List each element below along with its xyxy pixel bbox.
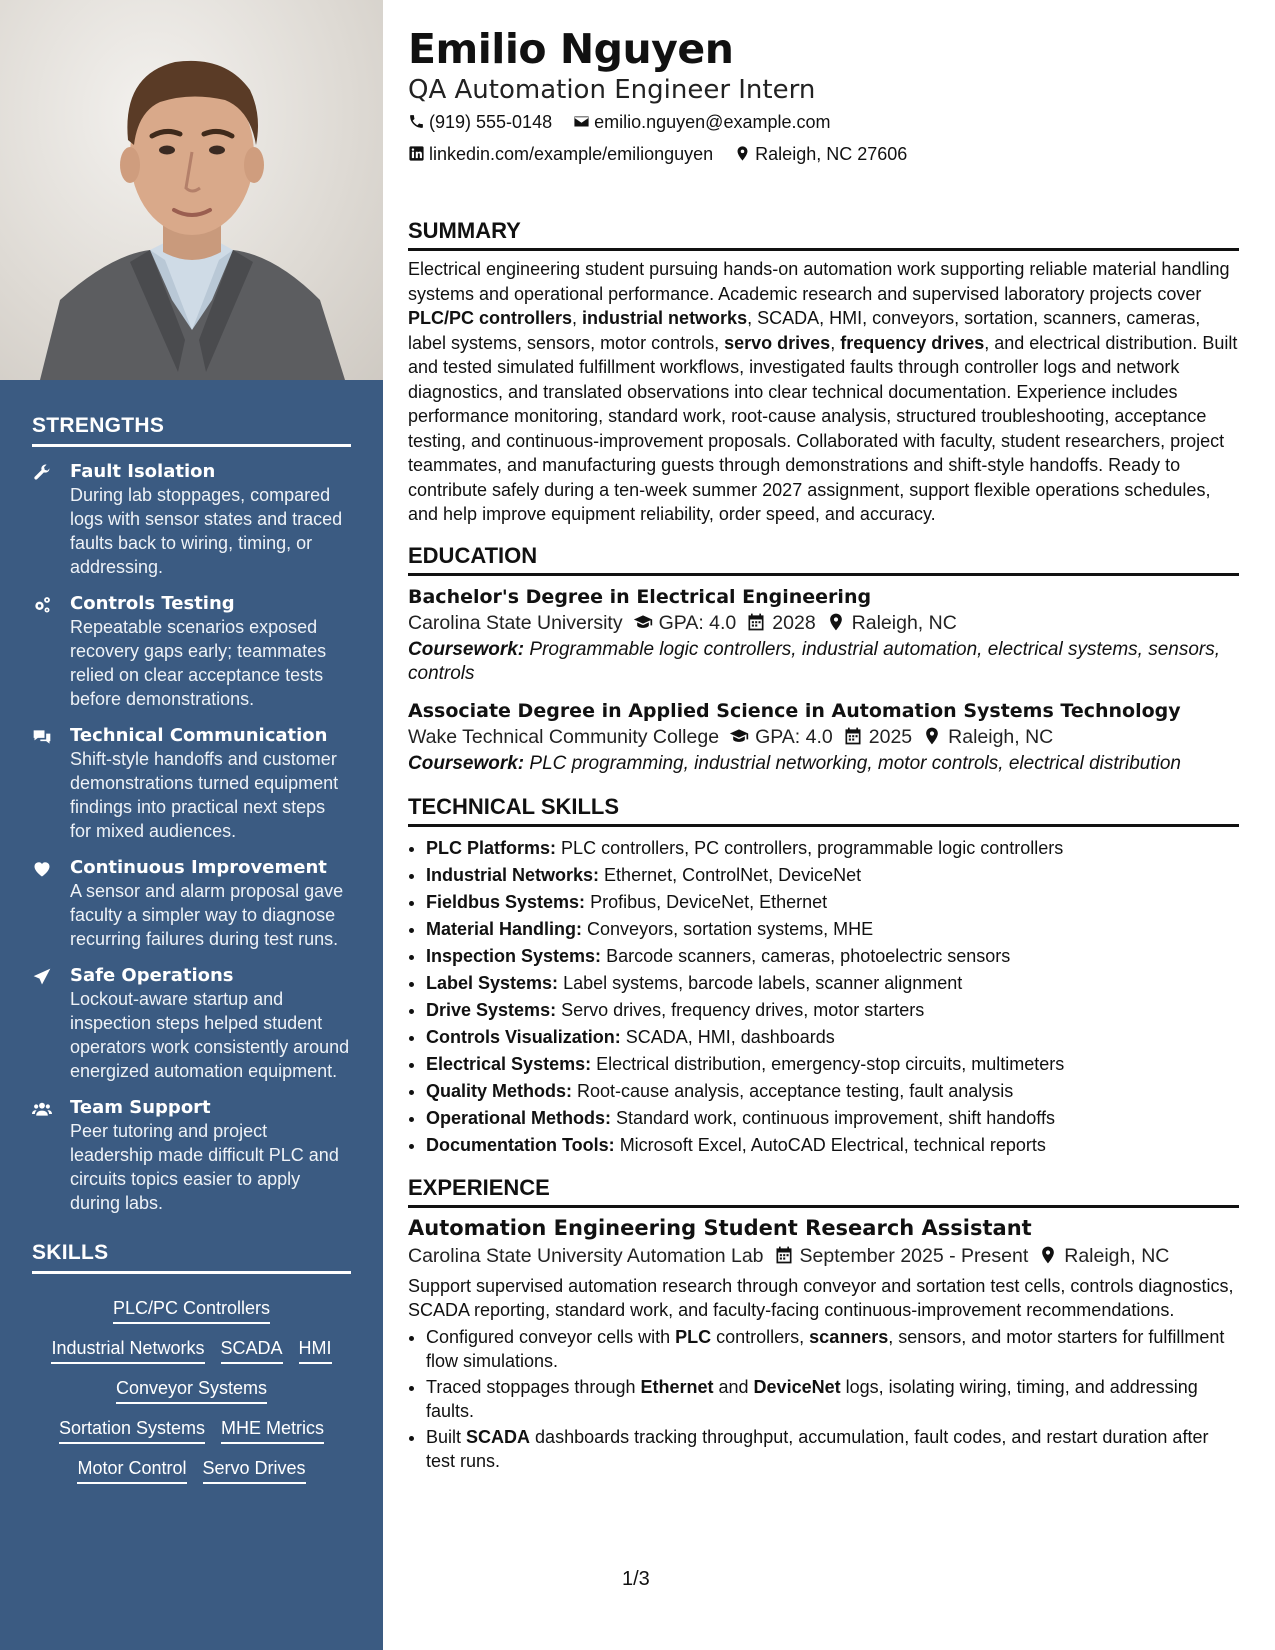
skill-tag-row [32,1450,351,1484]
location-text: Raleigh, NC 27606 [755,144,908,164]
skill-values: Conveyors, sortation systems, MHE [587,918,874,939]
skill-values: Root-cause analysis, acceptance testing, fault analysis [577,1080,1014,1101]
strength-item [32,1097,351,1215]
technical-skills-list [408,835,1239,1159]
candidate-role: QA Automation Engineer Intern [408,75,816,105]
phone-text: (919) 555-0148 [429,112,553,132]
email-text: emilio.nguyen@example.com [594,112,831,132]
summary-keyword: PLC/PC controllers [408,308,573,328]
summary-heading: SUMMARY [408,218,1239,251]
phone-contact [408,106,552,138]
heart-icon [32,857,70,951]
job-bullet [426,1425,1239,1474]
strength-title: Team Support [70,1097,211,1118]
technical-skill-item [426,1024,1239,1051]
job-meta [408,1240,1239,1272]
technical-skill-item [426,889,1239,916]
bullet-fragment: Configured conveyor cells with [426,1326,676,1347]
strengths-list [32,461,351,1215]
coursework [408,638,1239,686]
summary-keyword: servo drives [724,332,831,353]
skill-values: Barcode scanners, cameras, photoelectric sensors [606,945,1011,966]
page-number: 1/3 [622,1568,650,1590]
job-description: Support supervised automation research through conveyor and sortation test cells, controls diagnostics, SCADA reporting, standard work, and faculty-facing continuous-improvement recommendations. [408,1275,1234,1320]
coursework [408,752,1239,776]
grad-year: 2028 [772,611,816,634]
strength-item [32,593,351,711]
paper-plane-icon [32,965,70,1083]
summary-fragment: , [572,308,583,328]
education-entry [408,700,1239,776]
education-entry [408,586,1239,686]
skill-category: Quality Methods: [426,1080,573,1101]
strength-title: Technical Communication [70,725,328,746]
graduation-cap-icon [633,612,653,632]
bullet-fragment: controllers, [711,1326,810,1347]
strength-item [32,461,351,579]
strength-description: A sensor and alarm proposal gave faculty a simpler way to diagnose recurring failures during test runs. [70,881,344,949]
summary-fragment: Electrical engineering student pursuing hands-on automation work supporting reliable material handling systems and operational performance. Academic research and supervised laboratory projects cover [408,259,1230,304]
skill-tag-row [32,1370,351,1404]
skills-heading: SKILLS [32,1241,351,1274]
technical-skill-item [426,997,1239,1024]
coursework-label: Coursework: [408,638,525,660]
education-meta [408,722,1239,752]
gears-icon [32,593,70,711]
skill-values: Label systems, barcode labels, scanner alignment [563,972,963,993]
comments-icon [32,725,70,843]
coursework-list: PLC programming, industrial networking, motor controls, electrical distribution [529,752,1181,774]
skill-category: Operational Methods: [426,1107,612,1128]
bullet-fragment: Traced stoppages through [426,1376,641,1397]
skill-category: Drive Systems: [426,999,557,1020]
bullet-fragment: logs, isolating wiring, timing, and addressing faults. [426,1376,1198,1421]
strength-description: Lockout-aware startup and inspection steps helped student operators work consistently around energized automation equipment. [70,989,350,1081]
calendar-icon [774,1245,794,1265]
degree-title: Bachelor's Degree in Electrical Engineering [408,585,872,608]
wrench-icon [32,461,70,579]
strength-item [32,725,351,843]
job-dates: September 2025 - Present [799,1244,1029,1267]
skill-tag: Conveyor Systems [116,1378,267,1404]
summary-keyword: industrial networks [582,308,748,328]
skill-category: Industrial Networks: [426,864,600,885]
technical-skill-item [426,862,1239,889]
linkedin-icon [408,145,425,162]
coursework-list: Programmable logic controllers, industrial automation, electrical systems, sensors, controls [408,638,1221,684]
main-content [408,24,1239,1475]
strength-title: Continuous Improvement [70,857,327,878]
skill-tag-row [32,1330,351,1364]
technical-skill-item [426,1105,1239,1132]
skill-category: Material Handling: [426,918,583,939]
skill-category: Documentation Tools: [426,1134,615,1155]
job-bullet [426,1325,1239,1374]
job-title: Automation Engineering Student Research Assistant [408,1215,1032,1240]
email-contact [573,106,830,138]
skill-tag: Motor Control [77,1458,186,1484]
skills-tags [32,1290,351,1484]
skill-values: SCADA, HMI, dashboards [625,1026,835,1047]
strength-description: Shift-style handoffs and customer demonstrations turned equipment findings into practical next steps for mixed audiences. [70,749,339,841]
strength-description: Peer tutoring and project leadership made difficult PLC and circuits topics easier to apply during labs. [70,1121,339,1213]
summary-fragment: , SCADA, HMI, conveyors, sortation, scanners, cameras, label systems, sensors, motor controls, [408,308,1201,353]
grad-year: 2025 [868,725,913,748]
skill-tag: SCADA [221,1338,283,1364]
degree-title: Associate Degree in Applied Science in Automation Systems Technology [408,699,1181,722]
strength-item [32,965,351,1083]
job-bullets [408,1325,1239,1474]
bullet-fragment: dashboards tracking throughput, accumulation, fault codes, and restart duration after test runs. [426,1426,1209,1471]
skill-tag: Sortation Systems [59,1418,205,1444]
location-contact [734,138,907,170]
skill-tag: HMI [299,1338,332,1364]
strength-title: Safe Operations [70,965,234,986]
summary-text [408,257,1239,527]
skill-tag-row [32,1290,351,1324]
gpa: GPA: 4.0 [658,611,737,634]
skill-values: PLC controllers, PC controllers, programmable logic controllers [561,837,1064,858]
envelope-icon [573,113,590,130]
skill-category: Fieldbus Systems: [426,891,586,912]
strength-title: Controls Testing [70,593,235,614]
job-org: Carolina State University Automation Lab [408,1244,764,1267]
experience-heading: EXPERIENCE [408,1175,1239,1208]
skill-tag: PLC/PC Controllers [113,1298,270,1324]
technical-skill-item [426,1078,1239,1105]
skill-category: Controls Visualization: [426,1026,621,1047]
summary-fragment: , [830,332,841,353]
technical-skill-item [426,1132,1239,1159]
bullet-keyword: SCADA [466,1426,531,1447]
skill-tag: Industrial Networks [51,1338,204,1364]
portrait-illustration [0,0,383,380]
technical-skill-item [426,943,1239,970]
skill-values: Servo drives, frequency drives, motor starters [561,999,925,1020]
contact-info [408,106,1239,170]
bullet-keyword: PLC [675,1326,712,1347]
skill-tag: Servo Drives [203,1458,306,1484]
calendar-icon [746,612,766,632]
candidate-name: Emilio Nguyen [408,25,734,73]
users-icon [32,1097,70,1215]
strength-item [32,857,351,951]
sidebar [0,0,383,1650]
school-name: Wake Technical Community College [408,725,720,748]
map-pin-icon [1038,1245,1058,1265]
skill-tag-row [32,1410,351,1444]
bullet-keyword: DeviceNet [753,1376,841,1397]
technical-skill-item [426,916,1239,943]
skill-values: Electrical distribution, emergency-stop circuits, multimeters [596,1053,1065,1074]
calendar-icon [843,726,863,746]
graduation-cap-icon [729,726,749,746]
coursework-label: Coursework: [408,752,525,774]
school-name: Carolina State University [408,611,623,634]
job-bullet [426,1375,1239,1424]
bullet-fragment: Built [426,1426,467,1447]
education-meta [408,608,1239,638]
skill-category: Electrical Systems: [426,1053,592,1074]
school-location: Raleigh, NC [851,611,957,634]
skill-values: Microsoft Excel, AutoCAD Electrical, technical reports [619,1134,1046,1155]
job-location: Raleigh, NC [1064,1244,1170,1267]
linkedin-contact [408,138,713,170]
strength-title: Fault Isolation [70,461,216,482]
strengths-heading: STRENGTHS [32,414,351,447]
skill-tag: MHE Metrics [221,1418,324,1444]
gpa: GPA: 4.0 [755,725,833,748]
education-heading: EDUCATION [408,543,1239,576]
technical-skills-heading: TECHNICAL SKILLS [408,794,1239,827]
profile-photo [0,0,383,380]
bullet-keyword: Ethernet [640,1376,714,1397]
summary-fragment: , and electrical distribution. Built and tested simulated fulfillment workflows, investigated faults through controller logs and network diagnostics, and translated observations into clear technical documentation. Experience includes performance monitoring, standard work, root-cause analysis, structured troubleshooting, acceptance testing, and continuous-improvement proposals. Collaborated with faculty, student researchers, project teammates, and manufacturing guests through demonstrations and shift-style handoffs. Ready to contribute safely during a ten-week summer 2027 assignment, support flexible operations schedules, and help improve equipment reliability, order speed, and accuracy. [408,332,1238,524]
bullet-fragment: and [713,1376,754,1397]
skill-category: Inspection Systems: [426,945,602,966]
technical-skill-item [426,1051,1239,1078]
map-pin-icon [734,145,751,162]
bullet-keyword: scanners [809,1326,889,1347]
linkedin-text: linkedin.com/example/emilionguyen [429,144,714,164]
strength-description: During lab stoppages, compared logs with sensor states and traced faults back to wiring, timing, or addressing. [70,485,343,577]
education-list [408,586,1239,776]
technical-skill-item [426,835,1239,862]
school-location: Raleigh, NC [948,725,1054,748]
technical-skill-item [426,970,1239,997]
map-pin-icon [922,726,942,746]
bullet-fragment: , sensors, and motor starters for fulfillment flow simulations. [426,1326,1225,1371]
skill-values: Profibus, DeviceNet, Ethernet [590,891,828,912]
skill-category: PLC Platforms: [426,837,557,858]
phone-icon [408,113,425,130]
skill-category: Label Systems: [426,972,559,993]
summary-keyword: frequency drives [840,332,985,353]
skill-values: Standard work, continuous improvement, shift handoffs [616,1107,1055,1128]
strength-description: Repeatable scenarios exposed recovery gaps early; teammates relied on clear acceptance tests before demonstrations. [70,617,327,709]
map-pin-icon [826,612,846,632]
skill-values: Ethernet, ControlNet, DeviceNet [604,864,862,885]
